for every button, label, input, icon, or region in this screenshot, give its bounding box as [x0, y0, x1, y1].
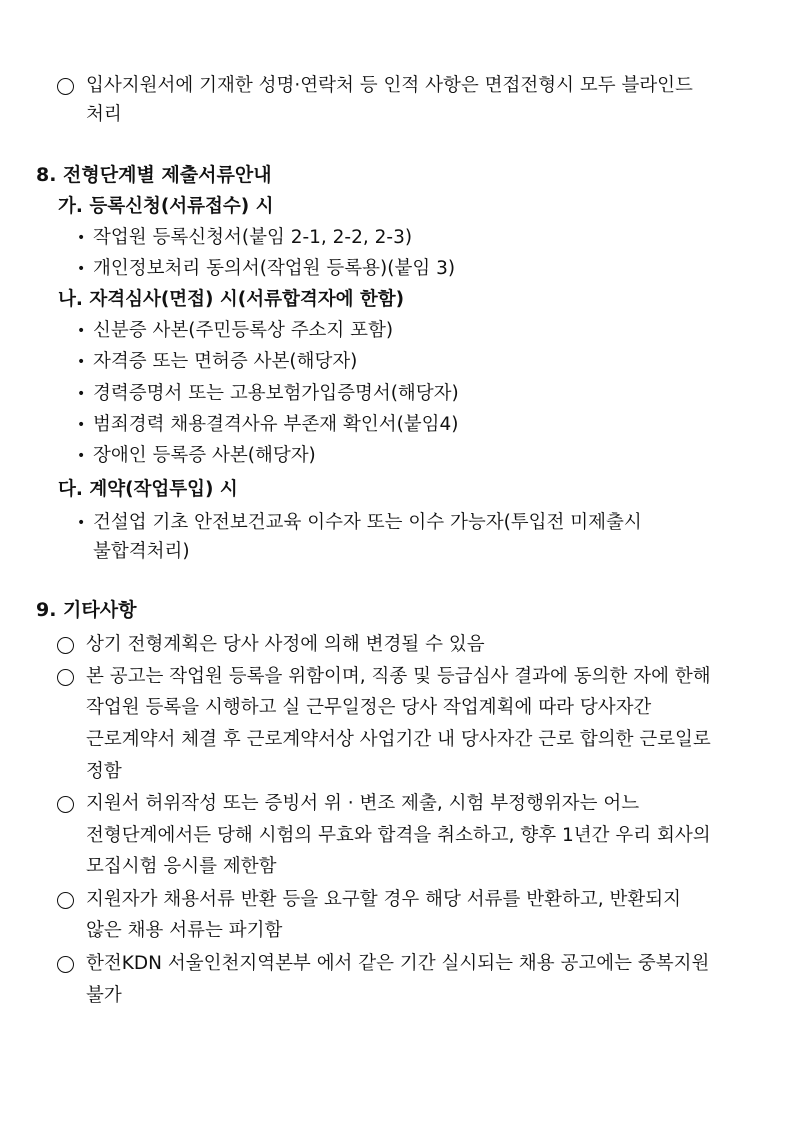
circle-bullet-icon [57, 663, 77, 691]
bullet-dot-icon: • [77, 515, 86, 531]
notice-line: 지원자가 채용서류 반환 등을 요구할 경우 해당 서류를 반환하고, 반환되지 [86, 889, 681, 910]
circle-bullet-icon [57, 790, 77, 818]
section-8-title: 8. 전형단계별 제출서류안내 [36, 164, 272, 186]
document-item: 작업원 등록신청서(붙임 2-1, 2-2, 2-3) [93, 227, 413, 248]
bullet-dot-icon: • [77, 386, 86, 402]
bullet-dot-icon: • [77, 230, 86, 246]
bullet-dot-icon: • [77, 354, 86, 370]
notice-line: 상기 전형계획은 당사 사정에 의해 변경될 수 있음 [86, 634, 485, 655]
section-9-title: 9. 기타사항 [36, 599, 137, 621]
document-item: 자격증 또는 면허증 사본(해당자) [93, 351, 358, 372]
subsection-da-heading: 다. 계약(작업투입) 시 [58, 479, 238, 500]
document-item: 신분증 사본(주민등록상 주소지 포함) [93, 320, 394, 341]
document-item: 범죄경력 채용결격사유 부존재 확인서(붙임4) [93, 414, 459, 435]
bullet-dot-icon: • [77, 261, 86, 277]
circle-bullet-icon [57, 950, 77, 978]
notice-line: 정함 [86, 761, 122, 782]
circle-bullet-icon [57, 886, 77, 914]
circle-bullet-icon [57, 72, 77, 100]
notice-line: 본 공고는 작업원 등록을 위함이며, 직종 및 등급심사 결과에 동의한 자에 한해 [86, 666, 711, 687]
document-item: 개인정보처리 동의서(작업원 등록용)(붙임 3) [93, 258, 456, 279]
document-item: 불합격처리) [93, 541, 190, 562]
document-item: 장애인 등록증 사본(해당자) [93, 445, 316, 466]
notice-line: 불가 [86, 985, 122, 1006]
notice-line: 전형단계에서든 당해 시험의 무효와 합격을 취소하고, 향후 1년간 우리 회사의 [86, 825, 711, 846]
notice-line: 입사지원서에 기재한 성명·연락처 등 인적 사항은 면접전형시 모두 블라인드 [86, 75, 693, 96]
notice-line: 작업원 등록을 시행하고 실 근무일정은 당사 작업계획에 따라 당사자간 [86, 697, 652, 718]
subsection-na-heading: 나. 자격심사(면접) 시(서류합격자에 한함) [58, 289, 405, 310]
document-item: 건설업 기초 안전보건교육 이수자 또는 이수 가능자(투입전 미제출시 [93, 512, 642, 533]
notice-line: 지원서 허위작성 또는 증빙서 위 · 변조 제출, 시험 부정행위자는 어느 [86, 793, 640, 814]
bullet-dot-icon: • [77, 417, 86, 433]
circle-bullet-icon [57, 631, 77, 659]
bullet-dot-icon: • [77, 323, 86, 339]
bullet-dot-icon: • [77, 448, 86, 464]
notice-line: 한전KDN 서울인천지역본부 에서 같은 기간 실시되는 채용 공고에는 중복지원 [86, 953, 710, 974]
subsection-ga-heading: 가. 등록신청(서류접수) 시 [58, 196, 274, 217]
notice-line: 않은 채용 서류는 파기함 [86, 920, 283, 941]
notice-line: 모집시험 응시를 제한함 [86, 856, 277, 877]
notice-line: 처리 [86, 104, 122, 125]
notice-line: 근로계약서 체결 후 근로계약서상 사업기간 내 당사자간 근로 합의한 근로일로 [86, 729, 711, 750]
document-item: 경력증명서 또는 고용보험가입증명서(해당자) [93, 383, 459, 404]
